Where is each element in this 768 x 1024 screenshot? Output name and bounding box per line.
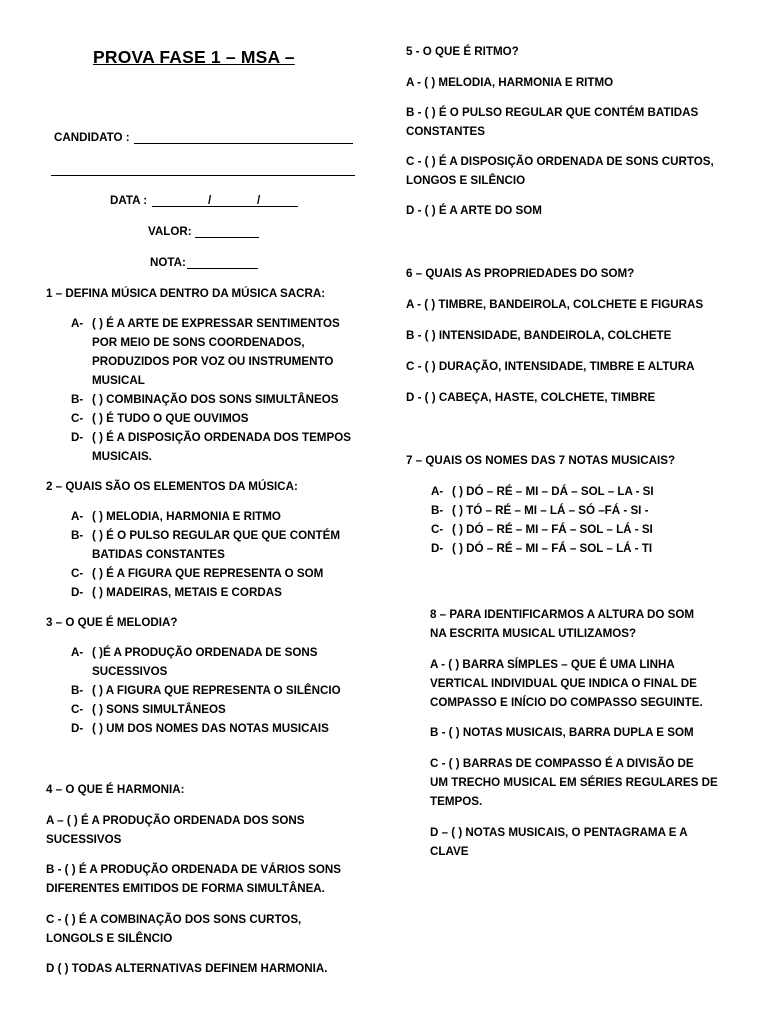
option-line: C - ( ) É A DISPOSIÇÃO ORDENADA DE SONS CURTOS, [406, 155, 714, 168]
option-line: ( ) É A ARTE DE EXPRESSAR SENTIMENTOS [92, 317, 340, 330]
question-2 [46, 477, 376, 602]
option-a [46, 507, 376, 526]
nota-line [187, 268, 258, 269]
option-line: VERTICAL INDIVIDUAL QUE INDICA O FINAL DE [430, 677, 697, 690]
question-7 [406, 451, 751, 558]
option-line: ( ) TÓ – RÉ – MI – LÁ – SÓ –FÁ - SI - [452, 504, 649, 517]
question-text: 6 – QUAIS AS PROPRIEDADES DO SOM? [406, 267, 635, 280]
option-a: A - ( ) TIMBRE, BANDEIROLA, COLCHETE E FIGURAS [406, 298, 704, 311]
option-c [46, 910, 376, 948]
option-d: D - ( ) É A ARTE DO SOM [406, 204, 542, 217]
option-c [46, 409, 376, 428]
option-line: D ( ) TODAS ALTERNATIVAS DEFINEM HARMONIA. [46, 962, 328, 975]
option-line: CLAVE [430, 845, 469, 858]
option-marker: B- [71, 684, 84, 697]
option-line: DIFERENTES EMITIDOS DE FORMA SIMULTÂNEA. [46, 882, 325, 895]
question-text: 2 – QUAIS SÃO OS ELEMENTOS DA MÚSICA: [46, 480, 298, 493]
option-line: B - ( ) É A PRODUÇÃO ORDENADA DE VÁRIOS SONS [46, 863, 342, 876]
option-marker: C- [71, 703, 84, 716]
option-line: ( )É A PRODUÇÃO ORDENADA DE SONS [92, 646, 318, 659]
option-marker: D- [71, 586, 84, 599]
option-c [430, 754, 755, 811]
option-c [406, 152, 751, 190]
option-line: BATIDAS CONSTANTES [92, 548, 225, 561]
question-line: 8 – PARA IDENTIFICARMOS A ALTURA DO SOM [430, 608, 695, 621]
option-line: ( ) É TUDO O QUE OUVIMOS [92, 412, 249, 425]
option-b: B - ( ) INTENSIDADE, BANDEIROLA, COLCHETE [406, 329, 672, 342]
option-line: LONGOLS E SILÊNCIO [46, 932, 173, 945]
option-line: ( ) A FIGURA QUE REPRESENTA O SILÊNCIO [92, 684, 341, 697]
option-a [430, 655, 755, 712]
candidato-label: CANDIDATO : [54, 131, 130, 144]
question-text: 7 – QUAIS OS NOMES DAS 7 NOTAS MUSICAIS? [406, 454, 676, 467]
option-marker: D- [431, 542, 444, 555]
option-line: MUSICAL [92, 374, 145, 387]
option-line: ( ) DÓ – RÉ – MI – FÁ – SOL – LÁ - SI [452, 523, 653, 536]
option-marker: B- [71, 529, 84, 542]
option-marker: A- [71, 317, 84, 330]
option-c [406, 520, 751, 539]
question-3 [46, 613, 376, 738]
valor-line [195, 237, 259, 238]
question-text: 5 - O QUE É RITMO? [406, 45, 519, 58]
option-line: ( ) COMBINAÇÃO DOS SONS SIMULTÂNEOS [92, 393, 339, 406]
option-line: ( ) SONS SIMULTÂNEOS [92, 703, 226, 716]
option-line: A - ( ) BARRA SÍMPLES – QUE É UMA LINHA [430, 658, 675, 671]
option-line: ( ) DÓ – RÉ – MI – FÁ – SOL – LÁ - TI [452, 542, 653, 555]
data-separator: / [257, 194, 261, 207]
option-marker: D- [71, 722, 84, 735]
option-line: LONGOS E SILÊNCIO [406, 174, 526, 187]
question-4 [46, 780, 376, 978]
option-b [46, 526, 376, 564]
option-d [406, 539, 751, 558]
option-a [46, 314, 376, 390]
option-b [46, 681, 376, 700]
option-line: POR MEIO DE SONS COORDENADOS, [92, 336, 305, 349]
page-title: PROVA FASE 1 – MSA – [93, 47, 295, 67]
option-a [406, 482, 751, 501]
option-marker: C- [431, 523, 444, 536]
option-d: D - ( ) CABEÇA, HASTE, COLCHETE, TIMBRE [406, 391, 656, 404]
option-b [406, 103, 751, 141]
option-line: B - ( ) É O PULSO REGULAR QUE CONTÉM BATIDAS [406, 106, 699, 119]
option-line: TEMPOS. [430, 795, 483, 808]
option-a: A - ( ) MELODIA, HARMONIA E RITMO [406, 76, 614, 89]
option-line: C - ( ) É A COMBINAÇÃO DOS SONS CURTOS, [46, 913, 302, 926]
option-marker: A- [71, 510, 84, 523]
option-marker: D- [71, 431, 84, 444]
data-separator: / [208, 194, 212, 207]
question-5 [406, 42, 751, 220]
option-line: D – ( ) NOTAS MUSICAIS, O PENTAGRAMA E A [430, 826, 688, 839]
option-a [46, 811, 376, 849]
option-d [46, 583, 376, 602]
option-line: SUCESSIVOS [46, 833, 122, 846]
option-b [406, 501, 751, 520]
question-text: 4 – O QUE É HARMONIA: [46, 783, 185, 796]
question-6 [406, 264, 751, 407]
question-1 [46, 284, 376, 466]
option-line: SUCESSIVOS [92, 665, 168, 678]
data-line [152, 206, 298, 207]
option-line: ( ) É A DISPOSIÇÃO ORDENADA DOS TEMPOS [92, 431, 351, 444]
option-line: MUSICAIS. [92, 450, 152, 463]
question-8 [430, 605, 755, 861]
data-label: DATA : [110, 194, 148, 207]
option-line: ( ) DÓ – RÉ – MI – DÁ – SOL – LA - SI [452, 485, 654, 498]
option-line: ( ) É O PULSO REGULAR QUE QUE CONTÉM [92, 529, 340, 542]
option-line: ( ) MELODIA, HARMONIA E RITMO [92, 510, 281, 523]
candidato-line-2 [51, 175, 355, 176]
option-marker: A- [71, 646, 84, 659]
option-d [46, 959, 376, 978]
option-line: CONSTANTES [406, 125, 486, 138]
option-marker: A- [431, 485, 444, 498]
option-marker: C- [71, 567, 84, 580]
option-line: ( ) MADEIRAS, METAIS E CORDAS [92, 586, 282, 599]
question-text: 1 – DEFINA MÚSICA DENTRO DA MÚSICA SACRA: [46, 287, 326, 300]
option-line: UM TRECHO MUSICAL EM SÉRIES REGULARES DE [430, 776, 718, 789]
option-c: C - ( ) DURAÇÃO, INTENSIDADE, TIMBRE E ALTURA [406, 360, 695, 373]
option-a [46, 643, 376, 681]
option-b [46, 860, 376, 898]
option-d [430, 823, 755, 861]
option-line: ( ) UM DOS NOMES DAS NOTAS MUSICAIS [92, 722, 329, 735]
option-marker: B- [71, 393, 84, 406]
option-d [46, 719, 376, 738]
option-c [46, 700, 376, 719]
option-b [46, 390, 376, 409]
option-line: A – ( ) É A PRODUÇÃO ORDENADA DOS SONS [46, 814, 305, 827]
option-marker: C- [71, 412, 84, 425]
valor-label: VALOR: [148, 225, 192, 238]
option-line: ( ) É A FIGURA QUE REPRESENTA O SOM [92, 567, 324, 580]
option-line: PRODUZIDOS POR VOZ OU INSTRUMENTO [92, 355, 334, 368]
option-line: C - ( ) BARRAS DE COMPASSO É A DIVISÃO DE [430, 757, 694, 770]
option-b: B - ( ) NOTAS MUSICAIS, BARRA DUPLA E SOM [430, 726, 694, 739]
nota-label: NOTA: [150, 256, 186, 269]
option-d [46, 428, 376, 466]
option-marker: B- [431, 504, 444, 517]
option-c [46, 564, 376, 583]
question-text [430, 605, 755, 643]
option-line: COMPASSO E INÍCIO DO COMPASSO SEGUINTE. [430, 696, 703, 709]
question-line: NA ESCRITA MUSICAL UTILIZAMOS? [430, 627, 637, 640]
candidato-line-1 [134, 143, 353, 144]
question-text: 3 – O QUE É MELODIA? [46, 616, 178, 629]
